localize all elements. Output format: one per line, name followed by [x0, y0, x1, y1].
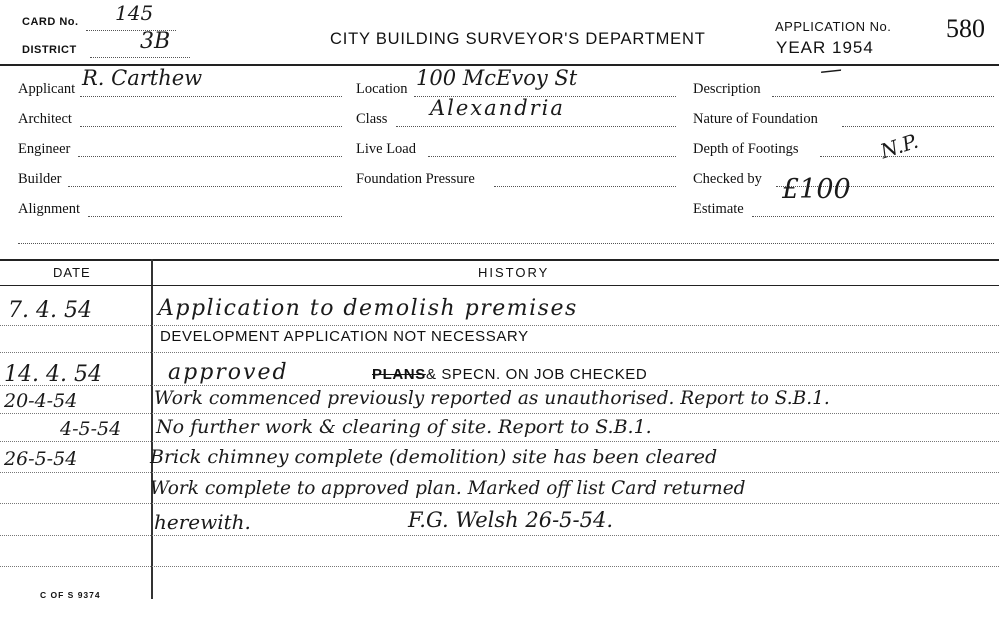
builder-line: [68, 186, 342, 187]
description-value: —: [818, 56, 844, 85]
class-label: Class: [356, 111, 388, 127]
architect-label: Architect: [18, 111, 72, 127]
location-label: Location: [356, 81, 408, 97]
row-divider: [0, 325, 999, 326]
alignment-line: [88, 216, 342, 217]
row-divider: [0, 535, 999, 536]
estimate-label: Estimate: [693, 201, 744, 217]
department-title: CITY BUILDING SURVEYOR'S DEPARTMENT: [330, 30, 706, 48]
row-divider: [0, 441, 999, 442]
application-no-label: APPLICATION No.: [775, 19, 892, 34]
district-label: DISTRICT: [22, 44, 77, 56]
engineer-label: Engineer: [18, 141, 71, 157]
signature: F.G. Welsh 26-5-54.: [408, 508, 614, 532]
applicant-label: Applicant: [18, 81, 76, 97]
foundation-pressure-line: [494, 186, 676, 187]
history-date: 20-4-54: [4, 390, 78, 412]
year-label: YEAR 1954: [776, 38, 874, 57]
depth-of-footings-label: Depth of Footings: [693, 141, 799, 157]
description-line: [772, 96, 994, 97]
history-entry-approved: approved: [168, 360, 289, 385]
history-entry-stamp: DEVELOPMENT APPLICATION NOT NECESSARY: [160, 328, 529, 345]
architect-line: [80, 126, 342, 127]
row-divider: [0, 413, 999, 414]
nature-of-foundation-label: Nature of Foundation: [693, 111, 818, 127]
history-date: 26-5-54: [4, 448, 78, 470]
estimate-line: [752, 216, 994, 217]
history-entry: herewith.: [154, 510, 251, 534]
history-column-divider: [151, 259, 153, 599]
engineer-line: [78, 156, 342, 157]
nature-of-foundation-line: [842, 126, 994, 127]
depth-of-footings-value: N.P.: [877, 128, 922, 164]
class-line: [396, 126, 676, 127]
history-date: 14. 4. 54: [4, 362, 102, 387]
history-entry: Application to demolish premises: [158, 296, 578, 321]
history-entry: Work commenced previously reported as unauthorised. Report to S.B.1.: [154, 388, 830, 409]
fields-bottom-dots: [18, 243, 994, 244]
location-value: 100 McEvoy St: [416, 66, 578, 90]
application-no-value: 580: [946, 14, 985, 43]
district-value: 3B: [140, 29, 171, 54]
applicant-line: [80, 96, 342, 97]
history-date: 4-5-54: [60, 418, 122, 440]
history-top-rule: [0, 259, 999, 261]
history-entry: No further work & clearing of site. Report to S.B.1.: [156, 416, 652, 438]
alignment-label: Alignment: [18, 201, 81, 217]
history-entry: Brick chimney complete (demolition) site has been cleared: [150, 446, 718, 468]
row-divider: [0, 472, 999, 473]
card-no-value: 145: [115, 1, 154, 25]
live-load-line: [428, 156, 676, 157]
row-divider: [0, 566, 999, 567]
depth-of-footings-line: [820, 156, 994, 157]
foundation-pressure-label: Foundation Pressure: [356, 171, 475, 187]
row-divider: [0, 385, 999, 386]
history-date: 7. 4. 54: [8, 298, 92, 323]
history-header: HISTORY: [478, 265, 550, 280]
applicant-value: R. Carthew: [82, 66, 203, 90]
checked-by-label: Checked by: [693, 171, 762, 187]
estimate-value: £100: [782, 174, 851, 205]
card-no-label: CARD No.: [22, 16, 79, 28]
row-divider: [0, 352, 999, 353]
class-value: Alexandria: [430, 96, 565, 120]
row-divider: [0, 503, 999, 504]
history-entry-stamp: & SPECN. ON JOB CHECKED: [426, 366, 648, 383]
description-label: Description: [693, 81, 761, 97]
builder-label: Builder: [18, 171, 62, 187]
form-code: C OF S 9374: [40, 590, 101, 600]
history-header-rule: [0, 285, 999, 286]
district-line: [90, 57, 190, 58]
history-entry-struck: PLANS: [372, 366, 426, 383]
history-entry: Work complete to approved plan. Marked off list Card returned: [150, 478, 746, 499]
live-load-label: Live Load: [356, 141, 416, 157]
date-header: DATE: [53, 265, 91, 280]
